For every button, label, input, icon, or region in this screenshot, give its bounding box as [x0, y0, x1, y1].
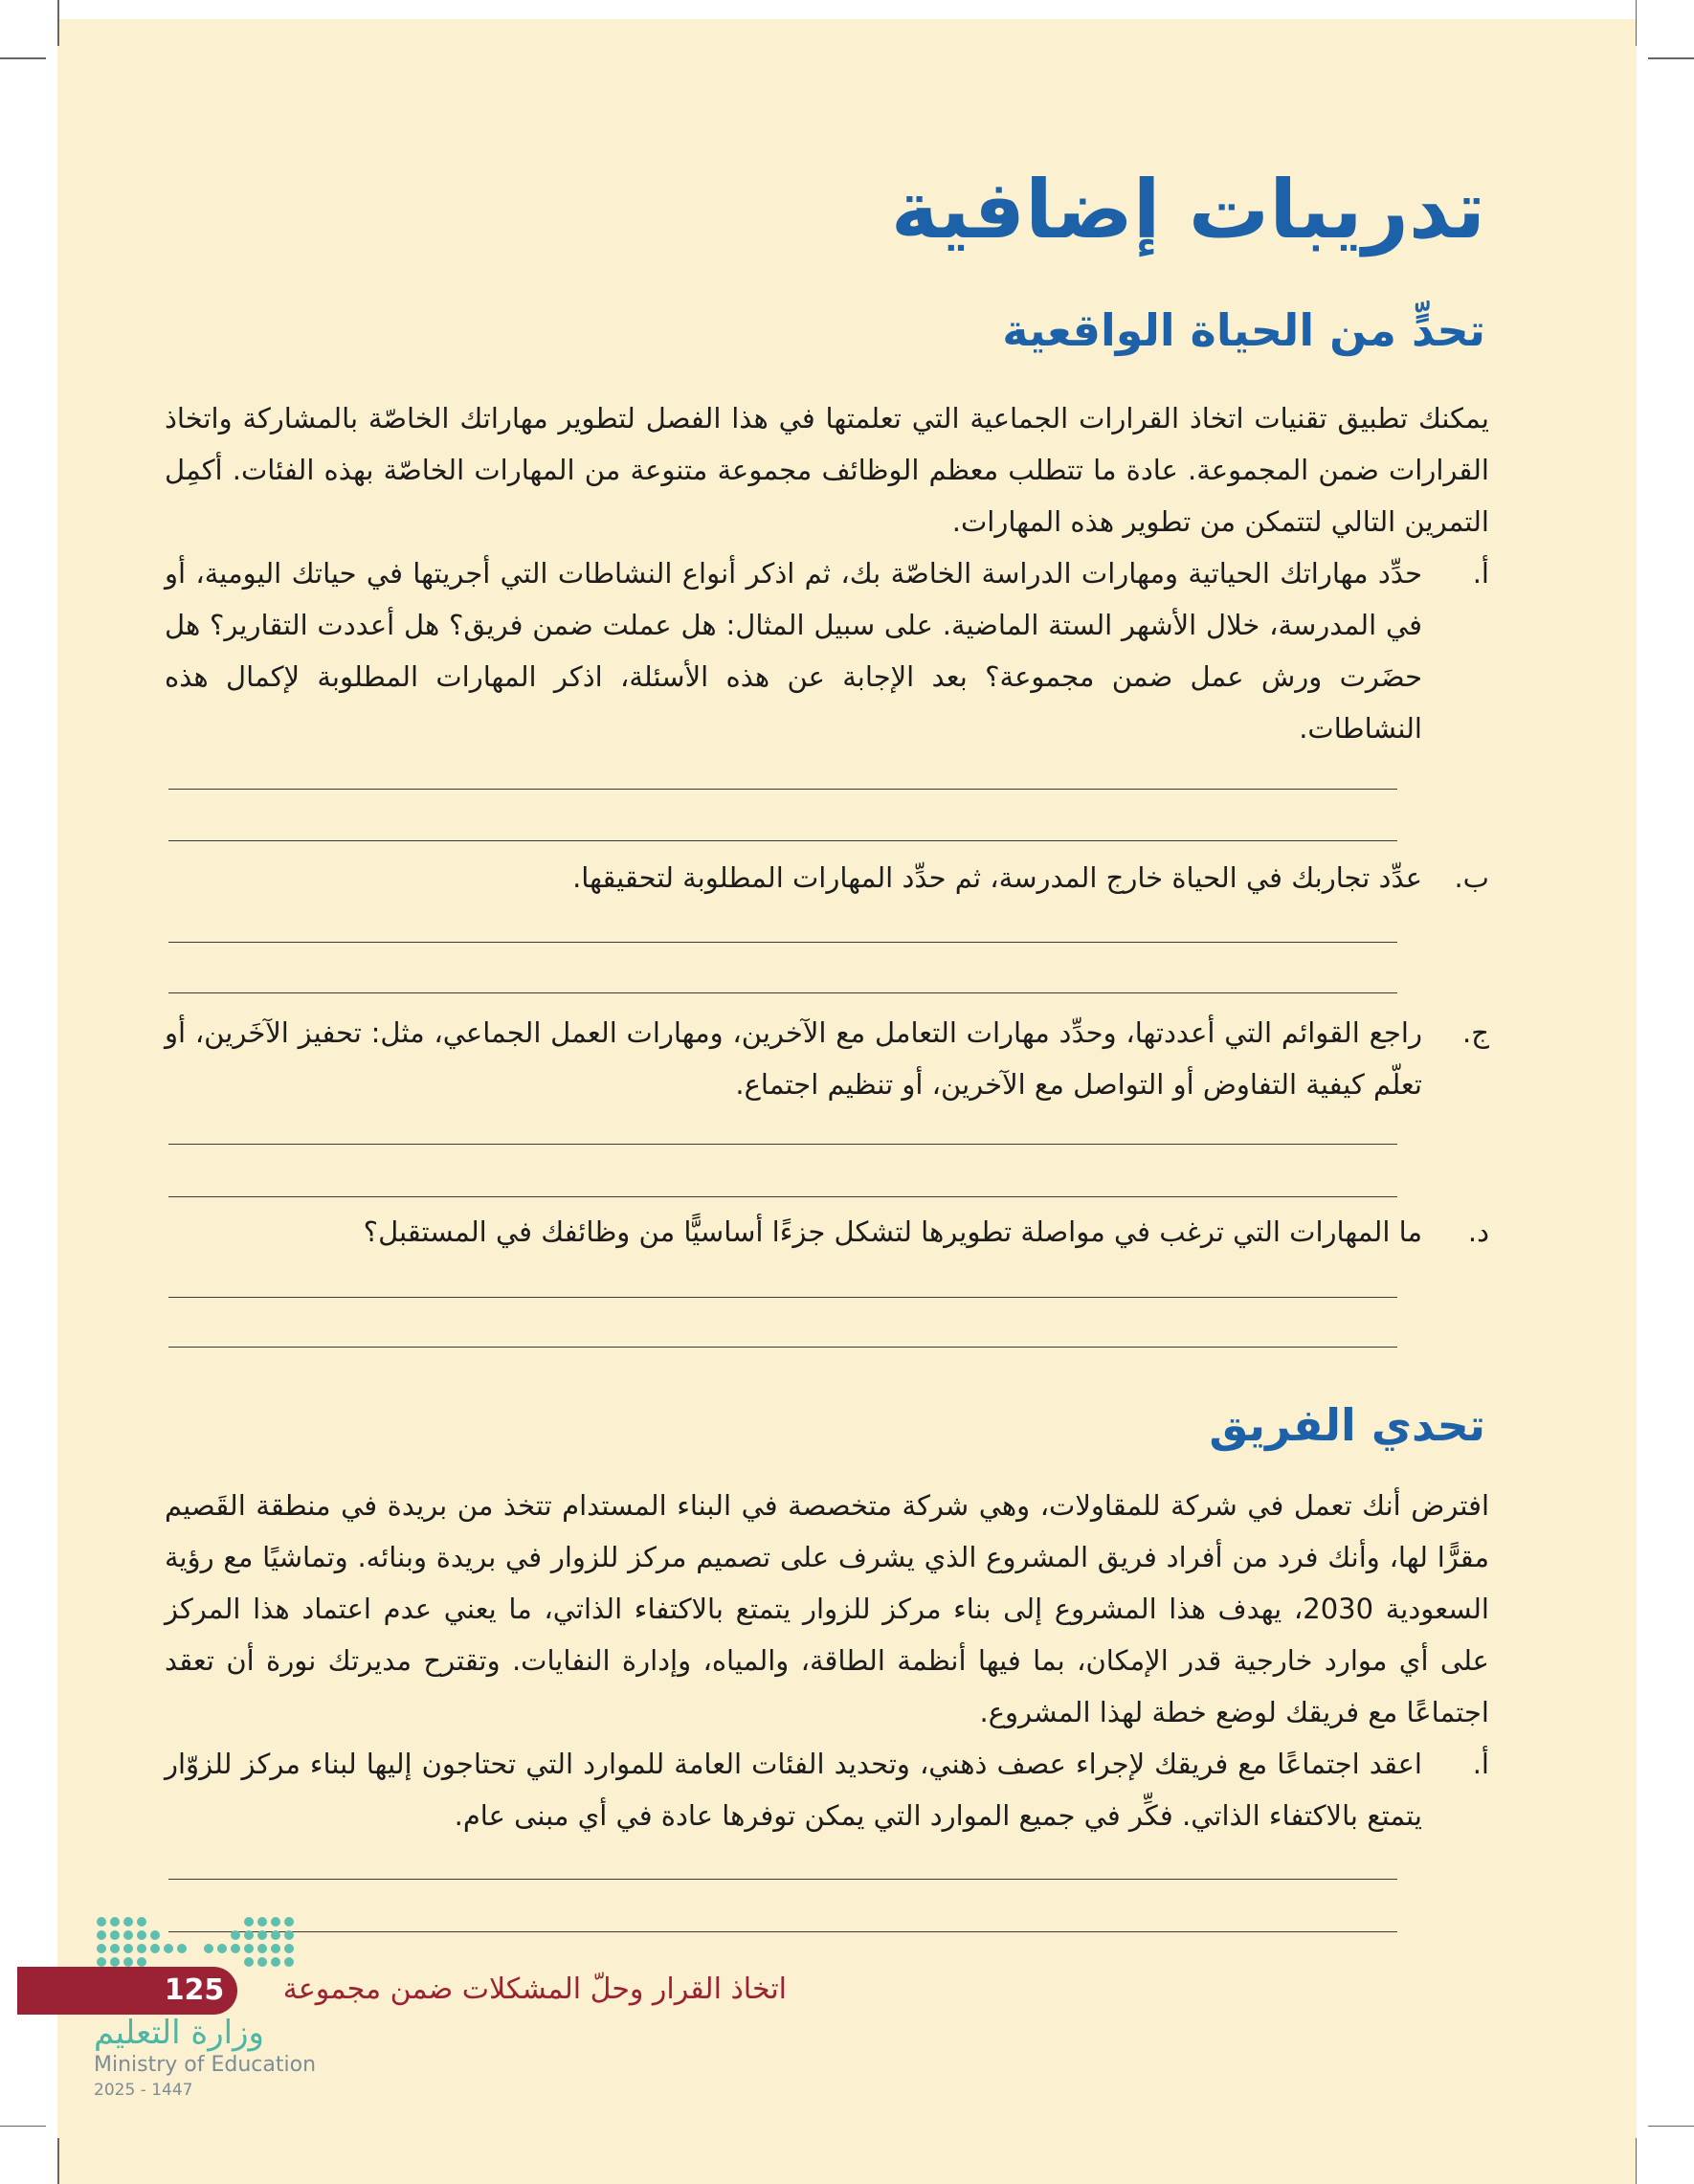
- page-number: 125: [164, 1973, 225, 2007]
- section-intro-real-life: يمكنك تطبيق تقنيات اتخاذ القرارات الجماعية التي تعلمتها في هذا الفصل لتطوير مهاراتك الخاصّة بالمشاركة واتخاذ القرارات ضمن المجموعة. عادة ما تتطلب معظم الوظائف مجموعة متنوعة من المهارات الخاصّة بهذه الفئات. أكمِل التمرين التالي لتتمكن من تطوير هذه المهارات.: [165, 402, 1489, 538]
- crop-mark: [57, 2138, 59, 2184]
- exercise-item-b: [165, 852, 1489, 903]
- crop-mark: [1648, 57, 1694, 59]
- answer-line[interactable]: [168, 1931, 1397, 1932]
- item-text: ما المهارات التي ترغب في مواصلة تطويرها لتشكل جزءًا أساسيًّا من وظائفك في المستقبل؟: [363, 1215, 1422, 1248]
- answer-line[interactable]: [168, 1347, 1397, 1348]
- crop-mark: [57, 0, 59, 46]
- exercise-item-d: [165, 1206, 1489, 1258]
- exercise-item-c: [165, 1007, 1489, 1110]
- item-letter: أ.: [1472, 1748, 1489, 1780]
- answer-line[interactable]: [168, 1196, 1397, 1197]
- answer-line[interactable]: [168, 1144, 1397, 1145]
- item-text: حدِّد مهاراتك الحياتية ومهارات الدراسة الخاصّة بك، ثم اذكر أنواع النشاطات التي أجريتها في حياتك اليومية، أو في المدرسة، خلال الأشهر الستة الماضية. على سبيل المثال: هل عملت ضمن فريق؟ هل أعددت التقارير؟ هل حضَرت ورش عمل ضمن مجموعة؟ بعد الإجابة عن هذه الأسئلة، اذكر المهارات المطلوبة لإكمال هذه النشاطات.: [165, 557, 1422, 745]
- section-heading-real-life: تحدٍّ من الحياة الواقعية: [1002, 304, 1485, 356]
- crop-mark: [0, 57, 46, 59]
- answer-line[interactable]: [168, 992, 1397, 993]
- ministry-logo-icon: [94, 1914, 304, 1972]
- crop-mark: [1636, 0, 1638, 46]
- item-letter: ج.: [1462, 1016, 1489, 1049]
- item-text: راجع القوائم التي أعددتها، وحدِّد مهارات التعامل مع الآخرين، ومهارات العمل الجماعي، مثل: تحفيز الآخَرين، أو تعلّم كيفية التفاوض أو التواصل مع الآخرين، أو تنظيم اجتماع.: [165, 1016, 1422, 1101]
- crop-mark: [0, 2126, 46, 2128]
- logo-arabic-text: وزارة التعليم: [94, 2014, 264, 2052]
- item-letter: ب.: [1454, 861, 1489, 894]
- section-heading-team: تحدي الفريق: [1209, 1399, 1485, 1451]
- crop-mark: [1636, 2138, 1638, 2184]
- item-letter: د.: [1467, 1215, 1489, 1248]
- answer-line[interactable]: [168, 942, 1397, 943]
- crop-mark: [1648, 2126, 1694, 2128]
- answer-line[interactable]: [168, 1879, 1397, 1880]
- answer-line[interactable]: [168, 1297, 1397, 1298]
- exercise-item-a: [165, 547, 1489, 754]
- answer-line[interactable]: [168, 840, 1397, 841]
- page-title: تدريبات إضافية: [890, 163, 1485, 256]
- item-letter: أ.: [1472, 557, 1489, 590]
- team-item-a: [165, 1738, 1489, 1841]
- footer-chapter-title: اتخاذ القرار وحلّ المشكلات ضمن مجموعة: [282, 1972, 787, 2006]
- logo-english-text: Ministry of Education: [94, 2053, 317, 2077]
- item-text: اعقد اجتماعًا مع فريقك لإجراء عصف ذهني، وتحديد الفئات العامة للموارد التي تحتاجون إليها لبناء مركز للزوّار يتمتع بالاكتفاء الذاتي. فكِّر في جميع الموارد التي يمكن توفرها عادة في أي مبنى عام.: [165, 1748, 1422, 1832]
- answer-line[interactable]: [168, 789, 1397, 790]
- logo-year: 2025 - 1447: [94, 2081, 193, 2100]
- section-intro-team: افترض أنك تعمل في شركة للمقاولات، وهي شركة متخصصة في البناء المستدام تتخذ من بريدة في منطقة القَصيم مقرًّا لها، وأنك فرد من أفراد فريق المشروع الذي يشرف على تصميم مركز للزوار في بريدة وبنائه. وتماشيًا مع رؤية السعودية 2030، يهدف هذا المشروع إلى بناء مركز للزوار يتمتع بالاكتفاء الذاتي، ما يعني عدم اعتماد هذا المركز على أي موارد خارجية قدر الإمكان، بما فيها أنظمة الطاقة، والمياه، وإدارة النفايات. وتقترح مديرتك نورة أن تعقد اجتماعًا مع فريقك لوضع خطة لهذا المشروع.: [165, 1489, 1489, 1728]
- item-text: عدِّد تجاربك في الحياة خارج المدرسة، ثم حدِّد المهارات المطلوبة لتحقيقها.: [572, 861, 1422, 894]
